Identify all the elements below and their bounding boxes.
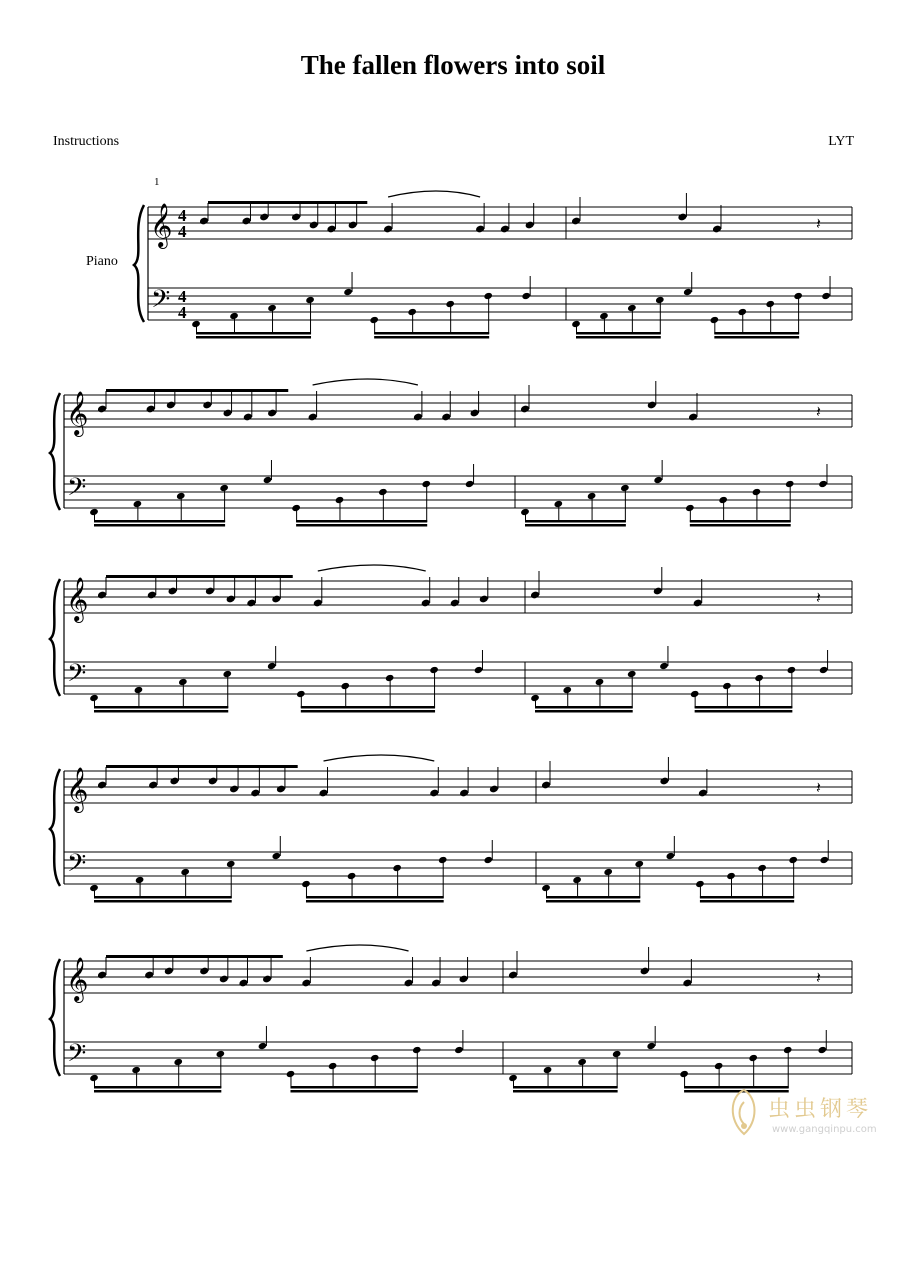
beam — [306, 900, 444, 903]
beam — [690, 524, 791, 527]
beam — [106, 955, 283, 958]
beam — [94, 706, 228, 709]
tie — [324, 755, 435, 761]
note-head — [521, 292, 531, 300]
beam — [94, 900, 232, 903]
quarter-rest-icon: 𝄽 — [816, 402, 821, 421]
beam — [94, 524, 225, 527]
measure-number: 1 — [154, 176, 160, 188]
tie — [318, 565, 426, 571]
beam — [695, 706, 793, 709]
note-head — [267, 662, 277, 670]
beam — [94, 896, 232, 899]
tie — [306, 945, 408, 951]
beam — [576, 336, 661, 339]
watermark — [722, 1086, 902, 1140]
beam — [208, 201, 367, 204]
note-head — [819, 666, 829, 674]
score-systems — [0, 176, 852, 1093]
note-head — [646, 1042, 656, 1050]
note-head — [258, 1042, 268, 1050]
beam — [525, 520, 626, 523]
note-head — [819, 856, 829, 864]
brace — [50, 959, 60, 1076]
score-title: The fallen flowers into soil — [300, 50, 606, 80]
note-head — [474, 666, 484, 674]
beam — [106, 575, 293, 578]
beam — [546, 896, 640, 899]
brace — [50, 579, 60, 696]
watermark-url: www.gangqinpu.com — [772, 1124, 877, 1135]
quarter-rest-icon: 𝄽 — [816, 968, 821, 987]
beam — [306, 896, 444, 899]
note-head — [454, 1046, 464, 1054]
time-signature: 4 — [178, 303, 187, 322]
treble-clef-icon: 𝄞 — [150, 203, 173, 247]
beam — [695, 710, 793, 713]
time-signature: 4 — [178, 287, 187, 306]
quarter-rest-icon: 𝄽 — [816, 214, 821, 233]
instructions-label: Instructions — [53, 134, 120, 149]
brace — [50, 769, 60, 886]
beam — [535, 706, 633, 709]
quarter-rest-icon: 𝄽 — [816, 778, 821, 797]
beam — [94, 520, 225, 523]
beam — [196, 332, 311, 335]
beam — [690, 520, 791, 523]
note-head — [483, 856, 493, 864]
watermark-logo-icon — [722, 1086, 766, 1140]
beam — [196, 336, 311, 339]
beam — [546, 900, 640, 903]
beam — [94, 710, 228, 713]
beam — [290, 1086, 417, 1089]
beam — [513, 1086, 618, 1089]
time-signature: 4 — [178, 206, 187, 225]
treble-clef-icon: 𝄞 — [66, 577, 89, 621]
bass-clef-icon: 𝄢 — [67, 473, 87, 508]
beam — [296, 520, 427, 523]
beam — [301, 706, 435, 709]
bass-clef-icon: 𝄢 — [67, 659, 87, 694]
tie — [388, 191, 480, 197]
note-head — [683, 288, 693, 296]
bass-clef-icon: 𝄢 — [151, 285, 171, 320]
treble-clef-icon: 𝄞 — [66, 391, 89, 435]
note-head — [817, 1046, 827, 1054]
brace — [134, 205, 144, 322]
note-head — [653, 476, 663, 484]
note-head — [821, 292, 831, 300]
treble-clef-icon: 𝄞 — [66, 957, 89, 1001]
composer-name: LYT — [828, 134, 854, 149]
note-head — [271, 852, 281, 860]
quarter-rest-icon: 𝄽 — [816, 588, 821, 607]
beam — [296, 524, 427, 527]
note-head — [465, 480, 475, 488]
note-head — [659, 662, 669, 670]
time-signature: 4 — [178, 222, 187, 241]
beam — [94, 1086, 221, 1089]
bass-clef-icon: 𝄢 — [67, 1039, 87, 1074]
system-4 — [0, 740, 852, 903]
tie — [313, 379, 418, 385]
instrument-name: Piano — [86, 254, 118, 269]
beam — [513, 1090, 618, 1093]
beam — [374, 336, 489, 339]
note-head — [818, 480, 828, 488]
note-head — [343, 288, 353, 296]
brace — [50, 393, 60, 510]
treble-clef-icon: 𝄞 — [66, 767, 89, 811]
note-head — [666, 852, 676, 860]
beam — [94, 1090, 221, 1093]
beam — [301, 710, 435, 713]
beam — [106, 765, 298, 768]
beam — [714, 332, 799, 335]
beam — [700, 896, 794, 899]
beam — [700, 900, 794, 903]
beam — [535, 710, 633, 713]
beam — [714, 336, 799, 339]
beam — [106, 389, 288, 392]
beam — [576, 332, 661, 335]
beam — [290, 1090, 417, 1093]
system-3 — [0, 550, 852, 713]
system-1 — [86, 176, 852, 339]
note-head — [263, 476, 273, 484]
beam — [374, 332, 489, 335]
system-2 — [0, 364, 852, 527]
beam — [525, 524, 626, 527]
system-5 — [0, 930, 852, 1093]
watermark-text: 虫虫钢琴 — [768, 1097, 873, 1122]
bass-clef-icon: 𝄢 — [67, 849, 87, 884]
